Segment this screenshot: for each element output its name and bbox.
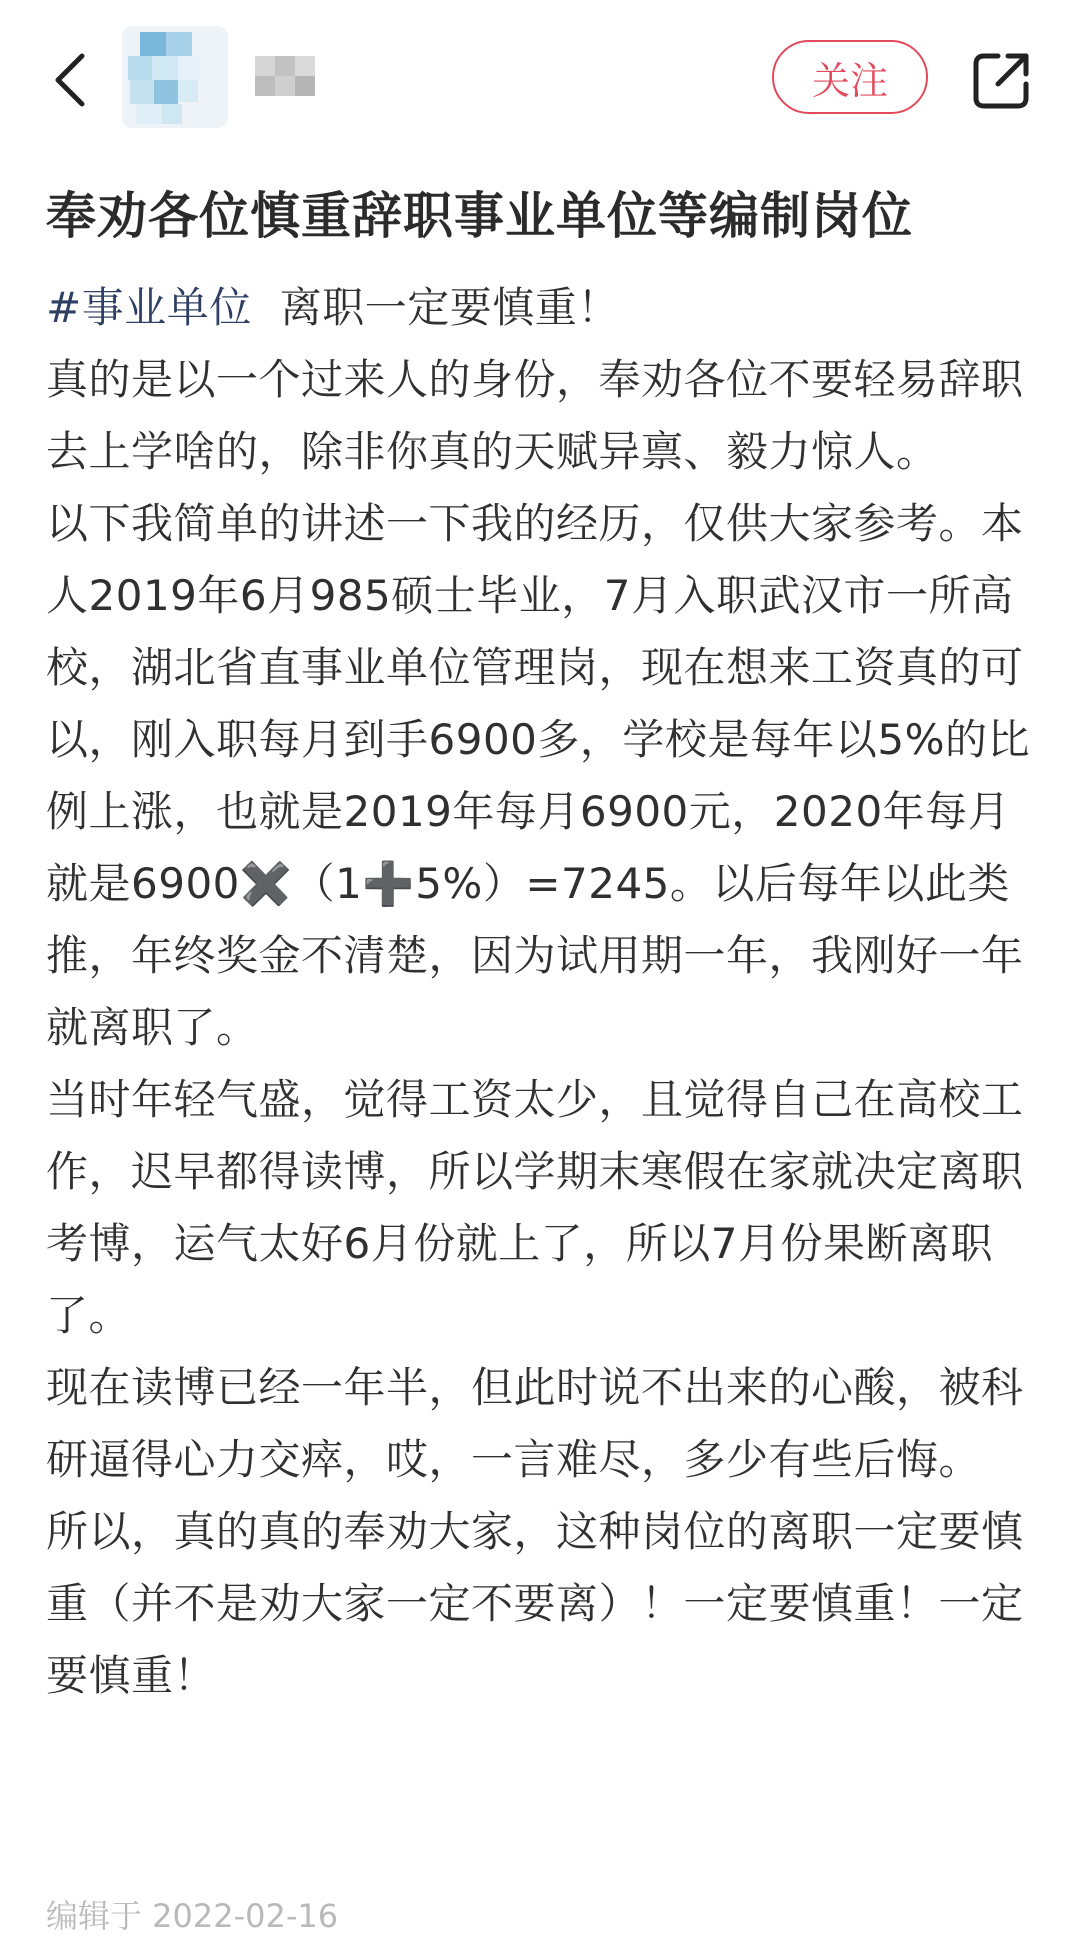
paragraph-2: 以下我简单的讲述一下我的经历，仅供大家参考。本人2019年6月985硕士毕业，7月入职武汉市一所高校，湖北省直事业单位管理岗，现在想来工资真的可以，刚入职每月到手6900多，学校是每年以5%的比例上涨，也就是2019年每月6900元，2020年每月就是6900✖️（1➕5%）=7245。以后每年以此类推，年终奖金不清楚，因为试用期一年，我刚好一年就离职了。: [46, 499, 1031, 1052]
follow-button[interactable]: 关注: [772, 40, 928, 114]
hashtag-link[interactable]: #事业单位: [46, 283, 252, 332]
back-button[interactable]: [40, 40, 100, 120]
post-intro-line: [46, 272, 1040, 344]
post-title: 奉劝各位慎重辞职事业单位等编制岗位: [46, 187, 913, 245]
paragraph-1: 真的是以一个过来人的身份，奉劝各位不要轻易辞职去上学啥的，除非你真的天赋异禀、毅力惊人。: [46, 355, 1024, 476]
edited-date: 编辑于 2022-02-16: [46, 1897, 339, 1935]
paragraph-4: 现在读博已经一年半，但此时说不出来的心酸，被科研逼得心力交瘁，哎，一言难尽，多少有些后悔。: [46, 1363, 1024, 1484]
post-content: [46, 272, 1040, 1712]
intro-text: 离职一定要慎重！: [279, 283, 620, 332]
avatar[interactable]: [122, 26, 228, 128]
chevron-left-icon: [52, 50, 88, 110]
share-external-icon: [970, 48, 1034, 112]
top-bar: [0, 0, 1080, 155]
paragraph-5: 所以，真的真的奉劝大家，这种岗位的离职一定要慎重（并不是劝大家一定不要离）！一定要慎重！一定要慎重！: [46, 1507, 1024, 1700]
username-blurred[interactable]: [255, 56, 317, 96]
share-button[interactable]: [970, 48, 1034, 112]
paragraph-3: 当时年轻气盛，觉得工资太少，且觉得自己在高校工作，迟早都得读博，所以学期末寒假在家就决定离职考博，运气太好6月份就上了，所以7月份果断离职了。: [46, 1075, 1024, 1340]
